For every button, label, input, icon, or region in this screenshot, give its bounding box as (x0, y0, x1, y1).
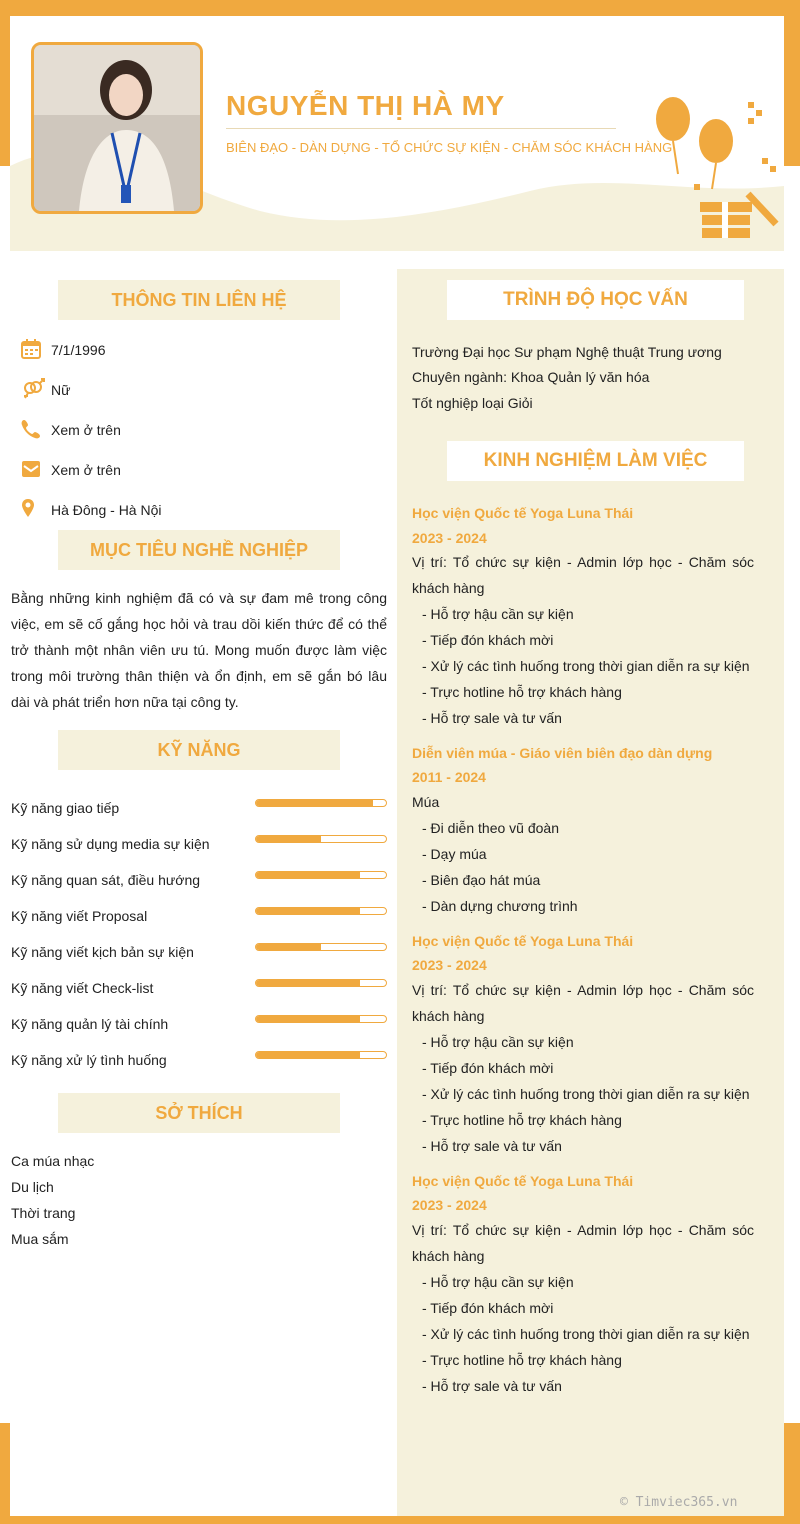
job-role: Vị trí: Tổ chức sự kiện - Admin lớp học - Chăm sóc (412, 554, 754, 570)
skill-name: Kỹ năng quản lý tài chính (11, 1016, 169, 1032)
location-icon (20, 498, 42, 520)
skill-name: Kỹ năng sử dụng media sự kiện (11, 836, 210, 852)
job-years: 2023 - 2024 (412, 530, 487, 546)
job-duty: - Trực hotline hỗ trợ khách hàng (422, 1352, 622, 1368)
job-role: Vị trí: Tổ chức sự kiện - Admin lớp học - Chăm sóc (412, 982, 754, 998)
phone-icon (20, 418, 42, 440)
balloon-gift-icon (650, 94, 780, 244)
job-duty: - Hỗ trợ hậu cần sự kiện (422, 606, 574, 622)
frame-bottom (0, 1516, 800, 1524)
job-duty: - Xử lý các tình huống trong thời gian diễn ra sự kiện (422, 1326, 750, 1342)
birthday-value: 7/1/1996 (51, 342, 106, 358)
gender-icon (20, 378, 46, 400)
job-company: Diễn viên múa - Giáo viên biên đạo dàn dựng (412, 745, 713, 761)
candidate-subtitle: BIÊN ĐẠO - DÀN DỰNG - TỔ CHỨC SỰ KIỆN - CHĂM SÓC KHÁCH HÀNG (226, 140, 673, 155)
frame-right-bottom (784, 1423, 800, 1524)
hobby-item: Thời trang (11, 1205, 76, 1221)
email-value: Xem ở trên (51, 462, 121, 478)
frame-top (0, 0, 800, 16)
hobby-item: Mua sắm (11, 1231, 69, 1247)
watermark: © Timviec365.vn (620, 1495, 738, 1510)
skill-bar (255, 907, 387, 915)
experience-title: KINH NGHIỆM LÀM VIỆC (447, 441, 744, 481)
job-duty: - Xử lý các tình huống trong thời gian diễn ra sự kiện (422, 1086, 750, 1102)
job-duty: - Dạy múa (422, 846, 487, 862)
phone-value: Xem ở trên (51, 422, 121, 438)
frame-left-bottom (0, 1423, 10, 1524)
avatar (31, 42, 203, 214)
skill-bar (255, 835, 387, 843)
hobby-item: Ca múa nhạc (11, 1153, 95, 1169)
skill-bar (255, 943, 387, 951)
job-company: Học viện Quốc tế Yoga Luna Thái (412, 1173, 634, 1189)
job-duty: - Hỗ trợ sale và tư vấn (422, 1138, 562, 1154)
job-role: Vị trí: Tổ chức sự kiện - Admin lớp học - Chăm sóc (412, 1222, 754, 1238)
job-role: Múa (412, 794, 440, 810)
job-duty: - Tiếp đón khách mời (422, 1060, 554, 1076)
skill-name: Kỹ năng viết kịch bản sự kiện (11, 944, 194, 960)
hobbies-title: SỞ THÍCH (58, 1093, 340, 1133)
contact-title: THÔNG TIN LIÊN HỆ (58, 280, 340, 320)
skill-bar (255, 799, 387, 807)
skill-bar (255, 979, 387, 987)
objective-text: Bằng những kinh nghiệm đã có và sự đam mê trong công việc, em sẽ cố gắng học hỏi và trau dồi kiến thức để có thể trở thành một nhân viên ưu tú. Mong muốn được làm việc trong môi trường thân thiện và ổn định, em sẽ gắn bó lâu dài và phát triển hơn nữa tại công ty. (11, 590, 387, 710)
skills-title: KỸ NĂNG (58, 730, 340, 770)
skill-bar (255, 871, 387, 879)
job-duty: - Hỗ trợ sale và tư vấn (422, 710, 562, 726)
job-duty: - Tiếp đón khách mời (422, 1300, 554, 1316)
job-role: khách hàng (412, 580, 485, 596)
job-role: khách hàng (412, 1008, 485, 1024)
skill-bar (255, 1051, 387, 1059)
education-line: Trường Đại học Sư phạm Nghệ thuật Trung ương (412, 344, 722, 360)
job-years: 2011 - 2024 (412, 769, 486, 785)
education-line: Tốt nghiệp loại Giỏi (412, 395, 533, 411)
job-years: 2023 - 2024 (412, 1197, 487, 1213)
calendar-icon (20, 338, 42, 360)
job-duty: - Dàn dựng chương trình (422, 898, 578, 914)
job-duty: - Trực hotline hỗ trợ khách hàng (422, 684, 622, 700)
education-title: TRÌNH ĐỘ HỌC VẤN (447, 280, 744, 320)
job-duty: - Hỗ trợ sale và tư vấn (422, 1378, 562, 1394)
job-company: Học viện Quốc tế Yoga Luna Thái (412, 505, 634, 521)
skill-bar (255, 1015, 387, 1023)
job-duty: - Xử lý các tình huống trong thời gian diễn ra sự kiện (422, 658, 750, 674)
address-value: Hà Đông - Hà Nội (51, 502, 162, 518)
job-duty: - Trực hotline hỗ trợ khách hàng (422, 1112, 622, 1128)
education-line: Chuyên ngành: Khoa Quản lý văn hóa (412, 369, 650, 385)
name-divider (226, 128, 616, 129)
job-duty: - Biên đạo hát múa (422, 872, 541, 888)
candidate-name: NGUYỄN THỊ HÀ MY (226, 90, 505, 121)
job-role: khách hàng (412, 1248, 485, 1264)
skill-name: Kỹ năng viết Check-list (11, 980, 154, 996)
job-duty: - Tiếp đón khách mời (422, 632, 554, 648)
frame-left (0, 0, 10, 166)
skill-name: Kỹ năng xử lý tình huống (11, 1052, 167, 1068)
objective-title: MỤC TIÊU NGHỀ NGHIỆP (58, 530, 340, 570)
skill-name: Kỹ năng quan sát, điều hướng (11, 872, 201, 888)
job-years: 2023 - 2024 (412, 957, 487, 973)
job-duty: - Hỗ trợ hậu cần sự kiện (422, 1274, 574, 1290)
header (10, 16, 784, 251)
skill-name: Kỹ năng giao tiếp (11, 800, 120, 816)
skill-name: Kỹ năng viết Proposal (11, 908, 148, 924)
gender-value: Nữ (51, 382, 71, 398)
hobby-item: Du lịch (11, 1179, 54, 1195)
job-duty: - Đi diễn theo vũ đoàn (422, 820, 559, 836)
frame-right (784, 0, 800, 166)
job-duty: - Hỗ trợ hậu cần sự kiện (422, 1034, 574, 1050)
job-company: Học viện Quốc tế Yoga Luna Thái (412, 933, 634, 949)
email-icon (20, 458, 42, 480)
